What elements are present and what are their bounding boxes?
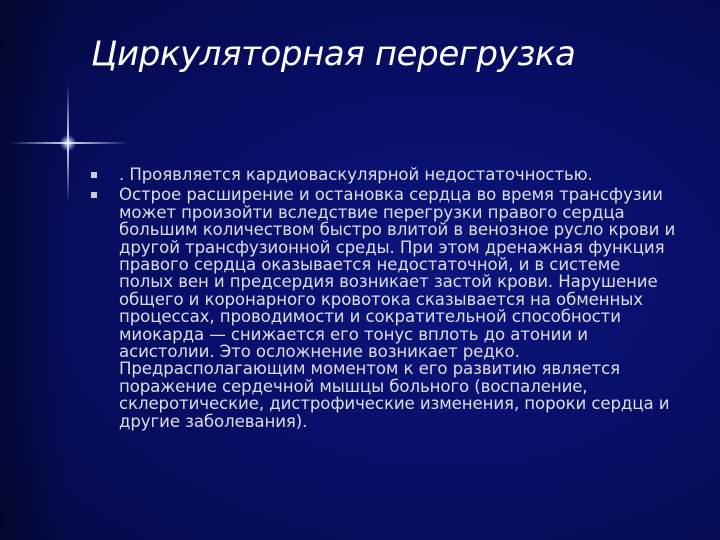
- square-bullet-icon: [91, 172, 97, 178]
- left-shade-band: [0, 0, 66, 540]
- bullet-text: . Проявляется кардиоваскулярной недостаточностью.: [119, 165, 593, 184]
- square-bullet-icon: [91, 192, 97, 198]
- bullet-list: [89, 166, 679, 433]
- bullet-text: Острое расширение и остановка сердца во время трансфузии может произойти вследствие перегрузки правого сердца большим количеством быстро влитой в венозное русло крови и другой трансфузионной среды. При этом дренажная функция правого сердца оказывается недостаточной, и в системе полых вен и предсердия возникает застой крови. Нарушение общего и коронарного кровотока сказывается на обменных процессах, проводимости и сократительной способности миокарда — снижается его тонус вплоть до атонии и асистолии. Это осложнение возникает редко. Предрасполагающим моментом к его развитию является поражение сердечной мышцы больного (воспаление, склеротические, дистрофические изменения, пороки сердца и другие заболевания).: [119, 185, 676, 431]
- slide-title: Циркуляторная перегрузка: [91, 34, 576, 74]
- star-center-glow: [60, 135, 76, 151]
- bullet-item: [89, 166, 679, 183]
- bullet-item: [89, 186, 679, 430]
